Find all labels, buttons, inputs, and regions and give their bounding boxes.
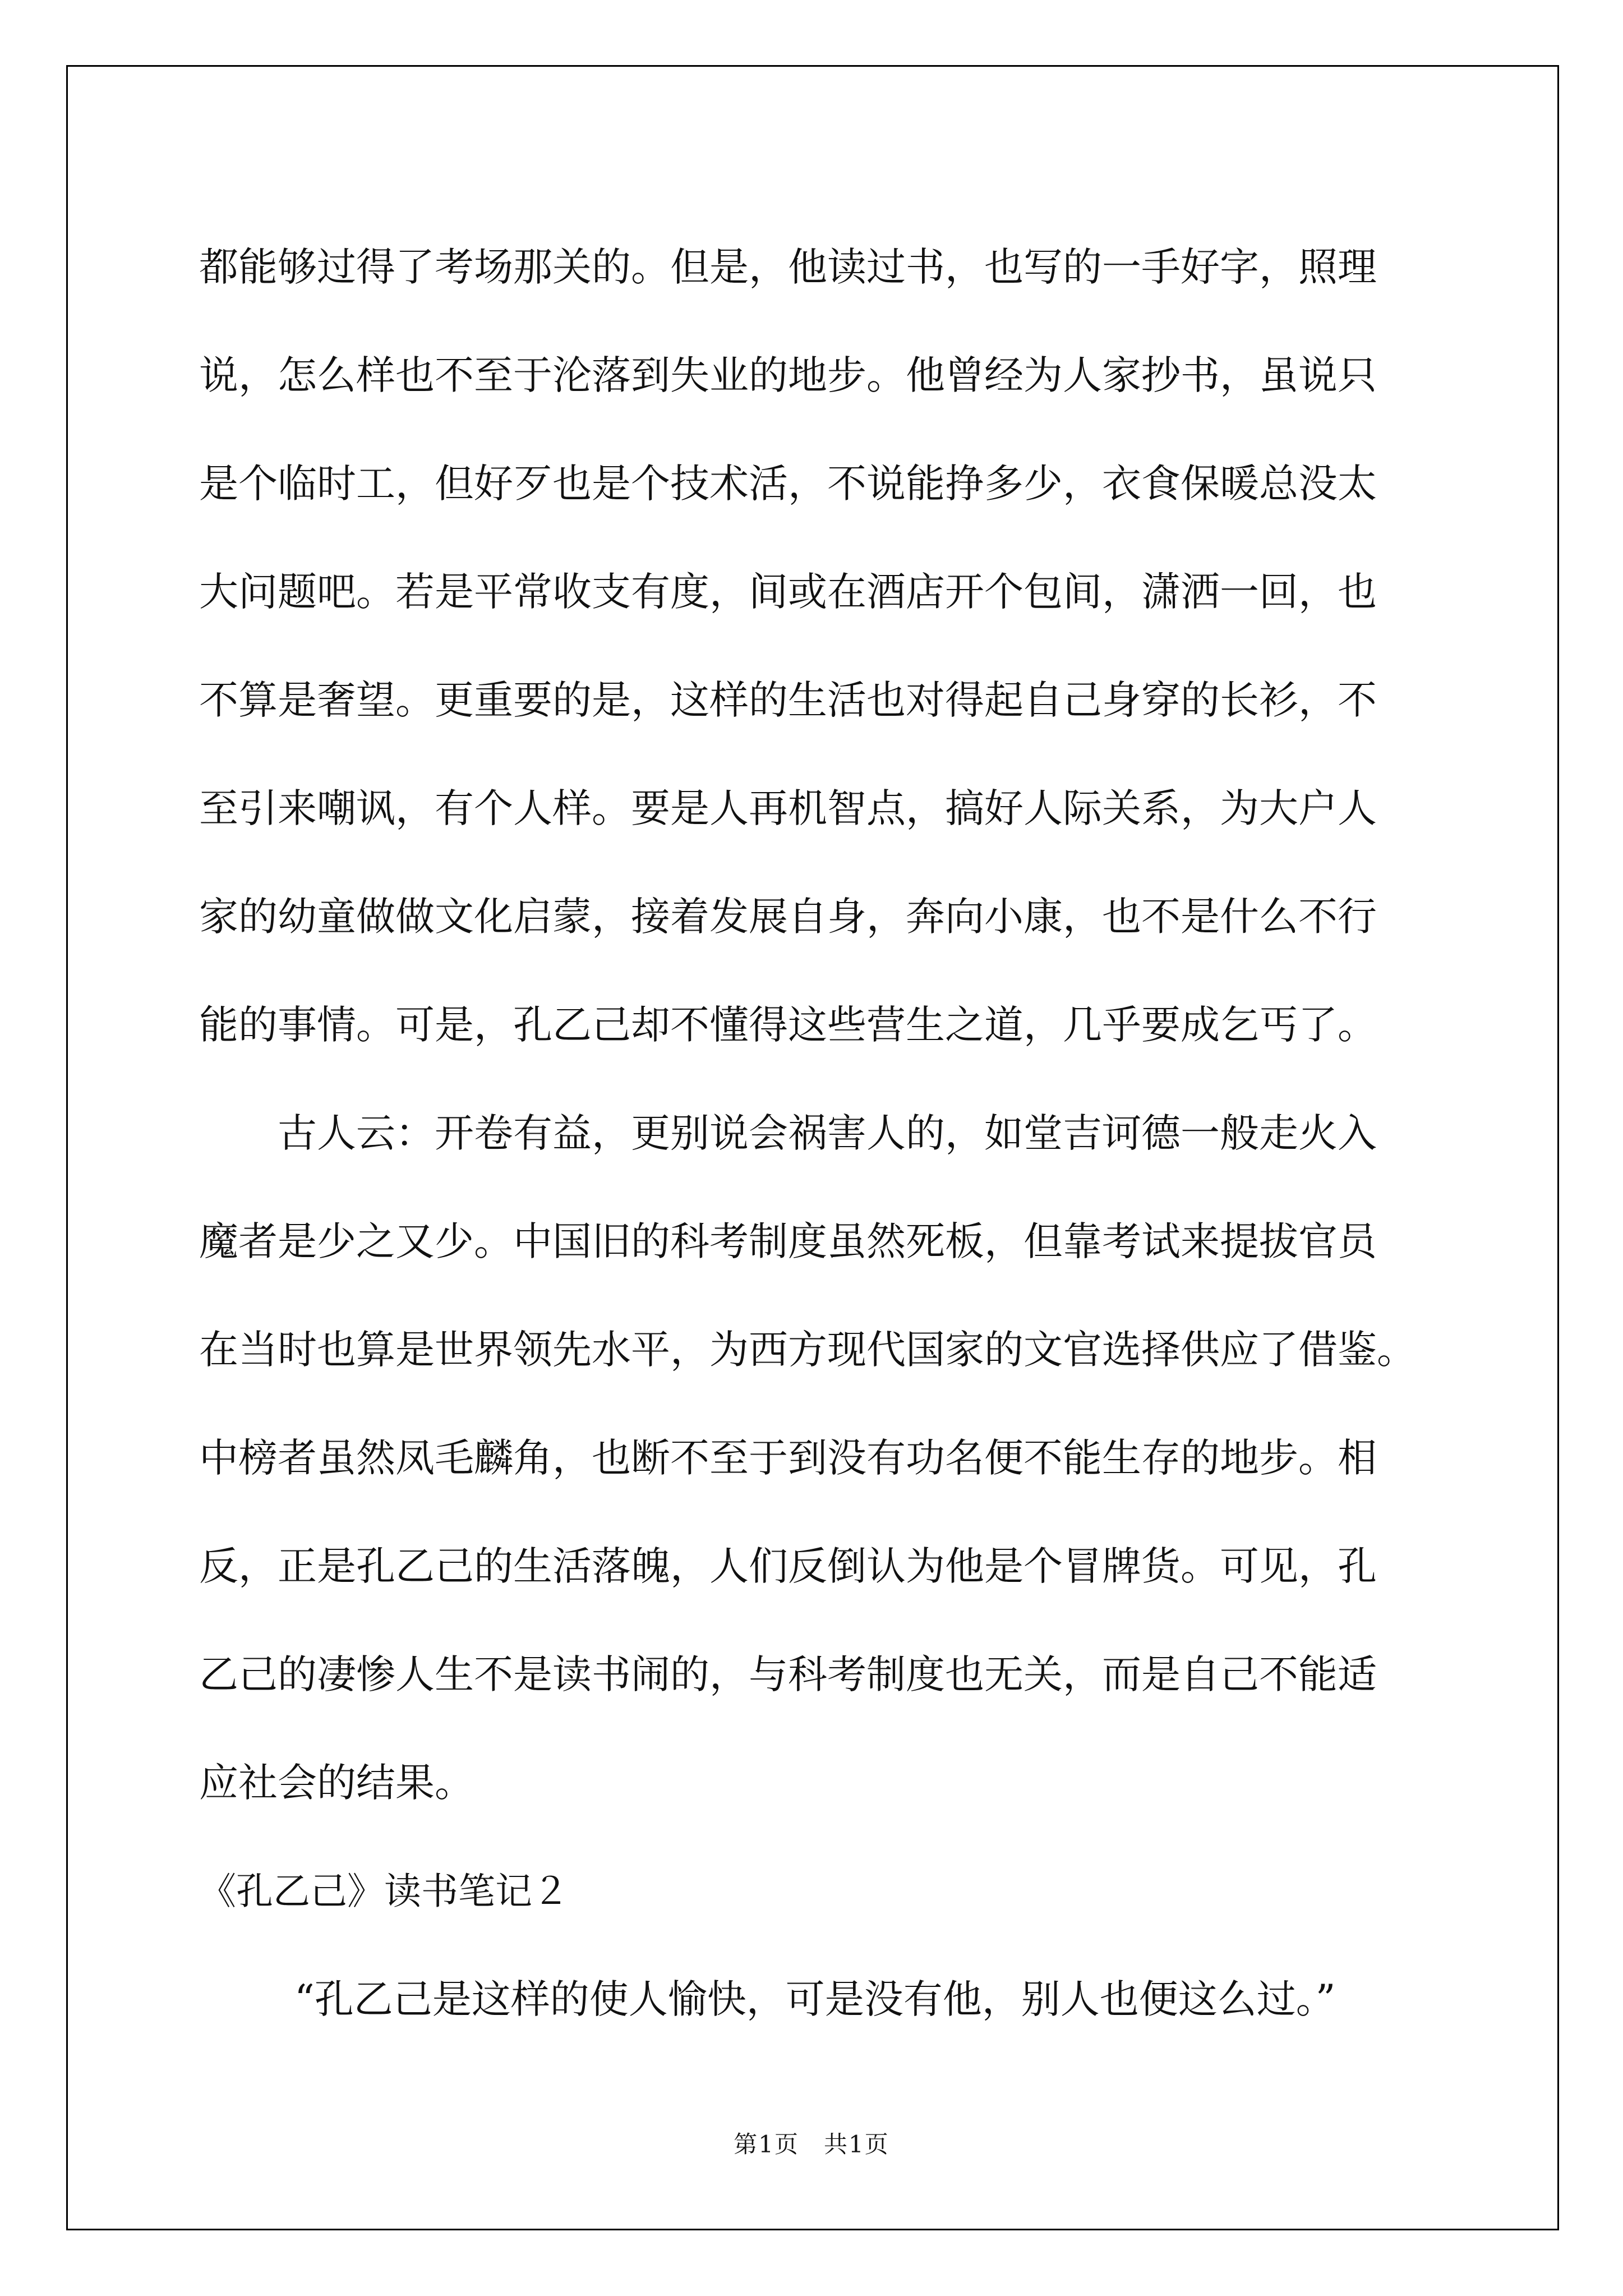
paragraph-line: 在当时也算是世界领先水平，为西方现代国家的文官选择供应了借鉴。 <box>199 1327 1416 1373</box>
paragraph-line: 说，怎么样也不至于沦落到失业的地步。他曾经为人家抄书，虽说只 <box>199 352 1377 398</box>
paragraph-line: 大问题吧。若是平常收支有度，间或在酒店开个包间，潇洒一回，也 <box>199 569 1377 615</box>
page-footer: 第1页 共1页 <box>734 2131 889 2158</box>
paragraph-line: 魔者是少之又少。中国旧的科考制度虽然死板，但靠考试来提拔官员 <box>199 1218 1377 1264</box>
quote-line: “孔乙己是这样的使人愉快，可是没有他，别人也便这么过。” <box>294 1976 1336 2022</box>
paragraph-line: 至引来嘲讽，有个人样。要是人再机智点，搞好人际关系，为大户人 <box>199 785 1377 831</box>
paragraph-line: 古人云：开卷有益，更别说会祸害人的，如堂吉诃德一般走火入 <box>278 1110 1377 1156</box>
paragraph-line: 是个临时工，但好歹也是个技术活，不说能挣多少，衣食保暖总没太 <box>199 461 1377 507</box>
paragraph-line: 反，正是孔乙己的生活落魄，人们反倒认为他是个冒牌货。可见，孔 <box>199 1543 1377 1589</box>
section-heading: 《孔乙己》读书笔记２ <box>199 1870 569 1913</box>
paragraph-line: 都能够过得了考场那关的。但是，他读过书，也写的一手好字，照理 <box>199 244 1377 290</box>
paragraph-line: 中榜者虽然凤毛麟角，也断不至于到没有功名便不能生存的地步。相 <box>199 1435 1377 1481</box>
paragraph-line: 家的幼童做做文化启蒙，接着发展自身，奔向小康，也不是什么不行 <box>199 894 1377 940</box>
paragraph-line: 乙己的凄惨人生不是读书闹的，与科考制度也无关，而是自己不能适 <box>199 1651 1377 1697</box>
paragraph-line: 应社会的结果。 <box>199 1760 474 1806</box>
paragraph-line: 能的事情。可是，孔乙己却不懂得这些营生之道，几乎要成乞丐了。 <box>199 1002 1377 1048</box>
document-body <box>199 213 1483 2054</box>
paragraph-line: 不算是奢望。更重要的是，这样的生活也对得起自己身穿的长衫，不 <box>199 677 1377 723</box>
